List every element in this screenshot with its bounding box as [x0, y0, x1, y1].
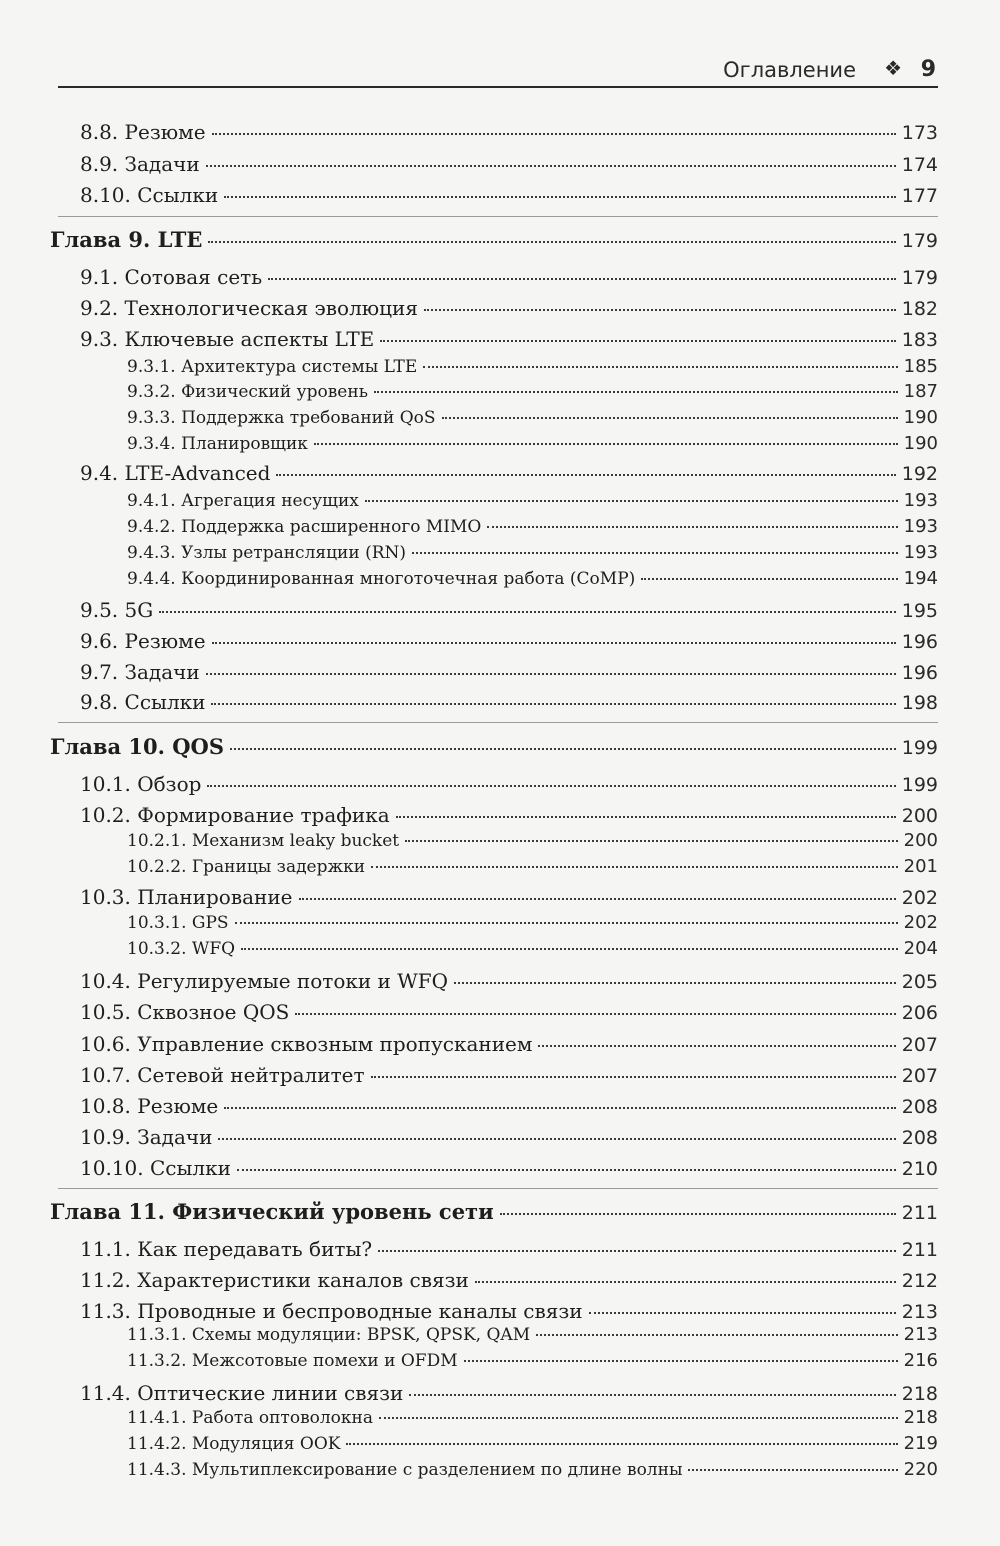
- leader-dots: [295, 1013, 895, 1015]
- toc-section-entry[interactable]: [80, 1268, 938, 1292]
- toc-entry-page: 208: [901, 1096, 938, 1118]
- leader-dots: [371, 1076, 896, 1078]
- leader-dots: [224, 1107, 895, 1109]
- toc-entry-page: 201: [903, 856, 938, 877]
- toc-entry-label: 9.6. Резюме: [80, 629, 206, 653]
- toc-subsection-entry[interactable]: [127, 912, 938, 933]
- leader-dots: [218, 1138, 895, 1140]
- toc-entry-page: 199: [901, 737, 938, 759]
- toc-subsection-entry[interactable]: [127, 516, 938, 537]
- toc-section-entry[interactable]: [80, 598, 938, 622]
- leader-dots: [212, 642, 896, 644]
- leader-dots: [212, 133, 896, 135]
- toc-entry-label: 11.3.2. Межсотовые помехи и OFDM: [127, 1351, 458, 1371]
- toc-section-entry[interactable]: [80, 772, 938, 796]
- leader-dots: [424, 309, 896, 311]
- toc-entry-label: 10.1. Обзор: [80, 772, 202, 796]
- toc-entry-label: 9.2. Технологическая эволюция: [80, 296, 418, 320]
- toc-subsection-entry[interactable]: [127, 542, 938, 563]
- leader-dots: [380, 340, 895, 342]
- toc-entry-label: Глава 10. QOS: [50, 734, 225, 759]
- toc-entry-page: 207: [901, 1034, 938, 1056]
- toc-entry-label: Глава 9. LTE: [50, 227, 203, 252]
- leader-dots: [206, 165, 896, 167]
- toc-entry-page: 210: [901, 1158, 938, 1180]
- leader-dots: [454, 982, 896, 984]
- leader-dots: [475, 1281, 896, 1283]
- toc-section-entry[interactable]: [80, 152, 938, 176]
- chapter-separator: [58, 722, 938, 723]
- toc-entry-page: 195: [901, 600, 938, 622]
- toc-entry-page: 212: [901, 1270, 938, 1292]
- toc-entry-page: 190: [903, 433, 938, 454]
- toc-entry-page: 205: [901, 971, 938, 993]
- toc-entry-page: 202: [903, 912, 938, 933]
- toc-subsection-entry[interactable]: [127, 433, 938, 454]
- toc-entry-label: 9.3.1. Архитектура системы LTE: [127, 357, 418, 377]
- header-page-number: 9: [920, 57, 936, 82]
- toc-entry-page: 193: [903, 516, 938, 537]
- toc-chapter-entry[interactable]: [50, 1199, 938, 1224]
- leader-dots: [299, 898, 896, 900]
- toc-entry-page: 177: [901, 185, 938, 207]
- chapter-separator: [58, 216, 938, 217]
- running-header: [58, 52, 938, 88]
- toc-entry-label: 10.3.1. GPS: [127, 913, 229, 933]
- toc-entry-label: 10.9. Задачи: [80, 1125, 213, 1149]
- toc-section-entry[interactable]: [80, 1063, 938, 1087]
- toc-section-entry[interactable]: [80, 296, 938, 320]
- toc-entry-label: 8.8. Резюме: [80, 120, 206, 144]
- header-title: Оглавление: [723, 58, 856, 82]
- leader-dots: [276, 474, 895, 476]
- toc-entry-page: 200: [901, 805, 938, 827]
- toc-subsection-entry[interactable]: [127, 381, 938, 402]
- toc-subsection-entry[interactable]: [127, 356, 938, 377]
- leader-dots: [409, 1394, 895, 1396]
- toc-entry-page: 213: [903, 1324, 938, 1345]
- leader-dots: [464, 1360, 898, 1362]
- toc-section-entry[interactable]: [80, 803, 938, 827]
- toc-chapter-entry[interactable]: [50, 227, 938, 252]
- leader-dots: [423, 366, 897, 368]
- toc-entry-label: 10.10. Ссылки: [80, 1156, 231, 1180]
- toc-entry-page: 204: [903, 938, 938, 959]
- toc-entry-label: 8.9. Задачи: [80, 152, 200, 176]
- leader-dots: [346, 1443, 897, 1445]
- toc-entry-label: 9.3.3. Поддержка требований QoS: [127, 408, 436, 428]
- toc-entry-page: 219: [903, 1433, 938, 1454]
- toc-entry-page: 185: [903, 356, 938, 377]
- toc-entry-label: 10.3. Планирование: [80, 885, 293, 909]
- toc-section-entry[interactable]: [80, 461, 938, 485]
- toc-section-entry[interactable]: [80, 1237, 938, 1261]
- toc-section-entry[interactable]: [80, 690, 938, 714]
- leader-dots: [208, 241, 895, 243]
- toc-section-entry[interactable]: [80, 1381, 938, 1405]
- toc-subsection-entry[interactable]: [127, 568, 938, 589]
- toc-subsection-entry[interactable]: [127, 938, 938, 959]
- toc-entry-label: 9.4.1. Агрегация несущих: [127, 491, 359, 511]
- leader-dots: [374, 391, 898, 393]
- leader-dots: [230, 748, 896, 750]
- toc-section-entry[interactable]: [80, 327, 938, 351]
- toc-entry-label: 11.4.1. Работа оптоволокна: [127, 1408, 374, 1428]
- toc-entry-label: 9.4.3. Узлы ретрансляции (RN): [127, 543, 407, 563]
- leader-dots: [371, 866, 898, 868]
- toc-entry-page: 187: [903, 381, 938, 402]
- toc-entry-page: 208: [901, 1127, 938, 1149]
- toc-entry-page: 174: [901, 154, 938, 176]
- toc-section-entry[interactable]: [80, 629, 938, 653]
- leader-dots: [237, 1169, 896, 1171]
- toc-entry-page: 218: [901, 1383, 938, 1405]
- leader-dots: [211, 703, 895, 705]
- toc-section-entry[interactable]: [80, 1156, 938, 1180]
- leader-dots: [412, 552, 898, 554]
- toc-entry-label: 10.3.2. WFQ: [127, 939, 236, 959]
- toc-entry-label: 8.10. Ссылки: [80, 183, 219, 207]
- toc-entry-label: 9.4.2. Поддержка расширенного MIMO: [127, 517, 482, 537]
- toc-subsection-entry[interactable]: [127, 1324, 938, 1345]
- toc-section-entry[interactable]: [80, 1299, 938, 1323]
- toc-entry-label: 11.2. Характеристики каналов связи: [80, 1268, 469, 1292]
- toc-entry-label: 10.2.2. Границы задержки: [127, 857, 366, 877]
- leader-dots: [589, 1312, 896, 1314]
- toc-entry-label: 10.7. Сетевой нейтралитет: [80, 1063, 365, 1087]
- toc-section-entry[interactable]: [80, 120, 938, 144]
- toc-entry-label: 10.2.1. Механизм leaky bucket: [127, 831, 400, 851]
- toc-entry-label: 9.5. 5G: [80, 598, 154, 622]
- toc-entry-page: 211: [901, 1202, 938, 1224]
- toc-section-entry[interactable]: [80, 1032, 938, 1056]
- toc-subsection-entry[interactable]: [127, 1350, 938, 1371]
- toc-entry-label: 9.3. Ключевые аспекты LTE: [80, 327, 375, 351]
- toc-entry-page: 198: [901, 692, 938, 714]
- toc-entry-page: 199: [901, 774, 938, 796]
- toc-entry-label: 11.4.2. Модуляция OOK: [127, 1434, 341, 1454]
- toc-entry-label: 9.3.4. Планировщик: [127, 434, 308, 454]
- toc-entry-label: 11.3. Проводные и беспроводные каналы связи: [80, 1299, 583, 1323]
- toc-entry-page: 218: [903, 1407, 938, 1428]
- leader-dots: [378, 1250, 896, 1252]
- leader-dots: [536, 1334, 898, 1336]
- toc-entry-page: 196: [901, 662, 938, 684]
- ornament-icon: ❖: [884, 56, 902, 80]
- toc-entry-page: 193: [903, 490, 938, 511]
- leader-dots: [442, 417, 898, 419]
- toc-entry-page: 182: [901, 298, 938, 320]
- leader-dots: [538, 1045, 895, 1047]
- toc-section-entry[interactable]: [80, 1000, 938, 1024]
- leader-dots: [314, 443, 898, 445]
- toc-subsection-entry[interactable]: [127, 830, 938, 851]
- toc-entry-page: 211: [901, 1239, 938, 1261]
- toc-section-entry[interactable]: [80, 660, 938, 684]
- toc-entry-label: 11.1. Как передавать биты?: [80, 1237, 373, 1261]
- leader-dots: [487, 526, 897, 528]
- toc-entry-label: 10.5. Сквозное QOS: [80, 1000, 290, 1024]
- toc-entry-page: 193: [903, 542, 938, 563]
- leader-dots: [159, 611, 896, 613]
- leader-dots: [235, 922, 898, 924]
- toc-entry-label: Глава 11. Физический уровень сети: [50, 1199, 494, 1224]
- toc-entry-page: 179: [901, 267, 938, 289]
- toc-subsection-entry[interactable]: [127, 407, 938, 428]
- toc-section-entry[interactable]: [80, 885, 938, 909]
- toc-entry-page: 183: [901, 329, 938, 351]
- toc-entry-label: 9.4. LTE-Advanced: [80, 461, 271, 485]
- toc-entry-page: 207: [901, 1065, 938, 1087]
- toc-entry-label: 9.3.2. Физический уровень: [127, 382, 368, 402]
- toc-section-entry[interactable]: [80, 969, 938, 993]
- leader-dots: [379, 1417, 898, 1419]
- toc-section-entry[interactable]: [80, 1094, 938, 1118]
- toc-entry-label: 11.4. Оптические линии связи: [80, 1381, 404, 1405]
- toc-entry-label: 9.7. Задачи: [80, 660, 200, 684]
- toc-entry-page: 200: [903, 830, 938, 851]
- toc-chapter-entry[interactable]: [50, 734, 938, 759]
- toc-entry-page: 173: [901, 122, 938, 144]
- toc-entry-label: 9.4.4. Координированная многоточечная работа (CoMP): [127, 569, 636, 589]
- toc-subsection-entry[interactable]: [127, 1433, 938, 1454]
- leader-dots: [641, 578, 897, 580]
- toc-subsection-entry[interactable]: [127, 1407, 938, 1428]
- leader-dots: [500, 1213, 896, 1215]
- toc-entry-page: 179: [901, 230, 938, 252]
- toc-entry-label: 10.8. Резюме: [80, 1094, 219, 1118]
- toc-entry-page: 192: [901, 463, 938, 485]
- toc-section-entry[interactable]: [80, 265, 938, 289]
- toc-entry-label: 10.4. Регулируемые потоки и WFQ: [80, 969, 449, 993]
- leader-dots: [207, 785, 895, 787]
- toc-section-entry[interactable]: [80, 1125, 938, 1149]
- leader-dots: [405, 840, 898, 842]
- leader-dots: [268, 278, 896, 280]
- toc-entry-label: 9.1. Сотовая сеть: [80, 265, 263, 289]
- toc-entry-page: 194: [903, 568, 938, 589]
- toc-entry-page: 206: [901, 1002, 938, 1024]
- chapter-separator: [58, 1188, 938, 1189]
- toc-entry-page: 213: [901, 1301, 938, 1323]
- toc-entry-label: 11.4.3. Мультиплексирование с разделением по длине волны: [127, 1460, 683, 1480]
- toc-entry-label: 11.3.1. Схемы модуляции: BPSK, QPSK, QAM: [127, 1325, 531, 1345]
- toc-entry-page: 216: [903, 1350, 938, 1371]
- toc-subsection-entry[interactable]: [127, 490, 938, 511]
- toc-section-entry[interactable]: [80, 183, 938, 207]
- toc-entry-label: 9.8. Ссылки: [80, 690, 206, 714]
- leader-dots: [688, 1469, 897, 1471]
- toc-entry-page: 190: [903, 407, 938, 428]
- leader-dots: [224, 196, 896, 198]
- toc-subsection-entry[interactable]: [127, 856, 938, 877]
- leader-dots: [396, 816, 896, 818]
- leader-dots: [365, 500, 898, 502]
- toc-entry-page: 202: [901, 887, 938, 909]
- toc-entry-page: 220: [903, 1459, 938, 1480]
- toc-entry-page: 196: [901, 631, 938, 653]
- toc-entry-label: 10.6. Управление сквозным пропусканием: [80, 1032, 533, 1056]
- leader-dots: [241, 948, 898, 950]
- leader-dots: [206, 673, 896, 675]
- toc-subsection-entry[interactable]: [127, 1459, 938, 1480]
- toc-entry-label: 10.2. Формирование трафика: [80, 803, 390, 827]
